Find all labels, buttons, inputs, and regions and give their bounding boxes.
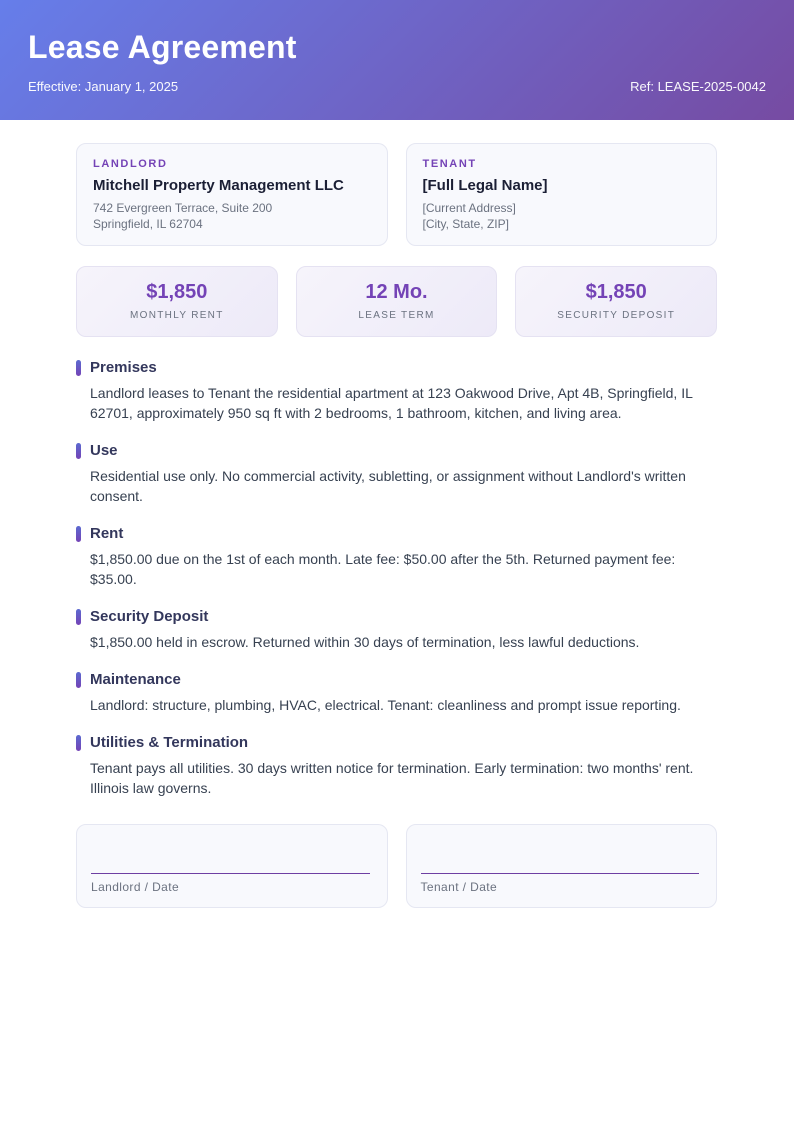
- section-maintenance-title: Maintenance: [90, 671, 181, 688]
- landlord-address: [93, 200, 371, 232]
- section-maintenance-body: Landlord: structure, plumbing, HVAC, electrical. Tenant: cleanliness and prompt issue reporting.: [90, 697, 681, 713]
- monthly-rent-value: $1,850: [146, 281, 208, 303]
- section-security-deposit: [76, 608, 717, 652]
- landlord-address-line1: 742 Evergreen Terrace, Suite 200: [93, 201, 273, 215]
- landlord-name: Mitchell Property Management LLC: [93, 177, 344, 194]
- reference-number: Ref: LEASE-2025-0042: [630, 79, 766, 94]
- header-meta-row: [28, 79, 766, 94]
- tenant-card: [406, 143, 718, 246]
- section-security-deposit-body: $1,850.00 held in escrow. Returned within 30 days of termination, less lawful deductions.: [90, 634, 640, 650]
- tenant-address: [423, 200, 701, 232]
- section-accent-bar: [76, 443, 81, 459]
- tenant-address-line2: [City, State, ZIP]: [422, 217, 509, 231]
- landlord-card: [76, 143, 388, 246]
- landlord-label: LANDLORD: [93, 158, 168, 170]
- monthly-rent-label: MONTHLY RENT: [130, 310, 224, 321]
- landlord-signature-label: Landlord / Date: [91, 880, 180, 894]
- signatures-row: [76, 824, 717, 908]
- page-title: Lease Agreement: [28, 29, 297, 65]
- security-deposit-label: SECURITY DEPOSIT: [557, 310, 676, 321]
- section-maintenance-heading: [76, 671, 717, 688]
- tenant-address-line1: [Current Address]: [422, 201, 516, 215]
- section-premises-heading: [76, 359, 717, 376]
- key-terms-row: [76, 266, 717, 337]
- section-security-deposit-heading: [76, 608, 717, 625]
- security-deposit-stat: [515, 266, 717, 337]
- section-utilities-termination: [76, 734, 717, 798]
- section-rent-heading: [76, 525, 717, 542]
- parties-row: [76, 143, 717, 246]
- section-utilities-termination-title: Utilities & Termination: [90, 734, 249, 751]
- tenant-signature-card: [406, 824, 718, 908]
- section-accent-bar: [76, 609, 81, 625]
- lease-term-stat: [296, 266, 498, 337]
- section-use: [76, 442, 717, 506]
- section-accent-bar: [76, 526, 81, 542]
- section-maintenance: [76, 671, 717, 715]
- tenant-label: TENANT: [422, 158, 477, 170]
- lease-term-value: 12 Mo.: [365, 281, 428, 303]
- section-rent-title: Rent: [90, 525, 124, 542]
- landlord-address-line2: Springfield, IL 62704: [93, 217, 203, 231]
- section-premises-body: Landlord leases to Tenant the residential apartment at 123 Oakwood Drive, Apt 4B, Springfield, IL 62701, approximately 950 sq ft with 2 bedrooms, 1 bathroom, kitchen, and living area.: [90, 385, 693, 421]
- section-use-heading: [76, 442, 717, 459]
- effective-date: Effective: January 1, 2025: [28, 79, 179, 94]
- section-premises: [76, 359, 717, 423]
- tenant-signature-line[interactable]: [421, 873, 700, 874]
- section-accent-bar: [76, 672, 81, 688]
- document-body: [0, 120, 794, 908]
- section-security-deposit-title: Security Deposit: [90, 608, 209, 625]
- section-utilities-termination-body: Tenant pays all utilities. 30 days written notice for termination. Early termination: two months' rent. Illinois law governs.: [90, 760, 694, 796]
- lease-term-label: LEASE TERM: [358, 310, 435, 321]
- section-use-title: Use: [90, 442, 118, 459]
- section-rent-body: $1,850.00 due on the 1st of each month. Late fee: $50.00 after the 5th. Returned payment fee: $35.00.: [90, 551, 676, 587]
- landlord-signature-card: [76, 824, 388, 908]
- section-accent-bar: [76, 360, 81, 376]
- monthly-rent-stat: [76, 266, 278, 337]
- section-rent: [76, 525, 717, 589]
- section-premises-title: Premises: [90, 359, 157, 376]
- section-accent-bar: [76, 735, 81, 751]
- tenant-signature-label: Tenant / Date: [420, 880, 498, 894]
- section-utilities-termination-heading: [76, 734, 717, 751]
- document-header: [0, 0, 794, 120]
- tenant-name: [Full Legal Name]: [422, 177, 548, 194]
- landlord-signature-line[interactable]: [91, 873, 370, 874]
- security-deposit-value: $1,850: [585, 281, 647, 303]
- section-use-body: Residential use only. No commercial activity, subletting, or assignment without Landlord's written consent.: [90, 468, 686, 504]
